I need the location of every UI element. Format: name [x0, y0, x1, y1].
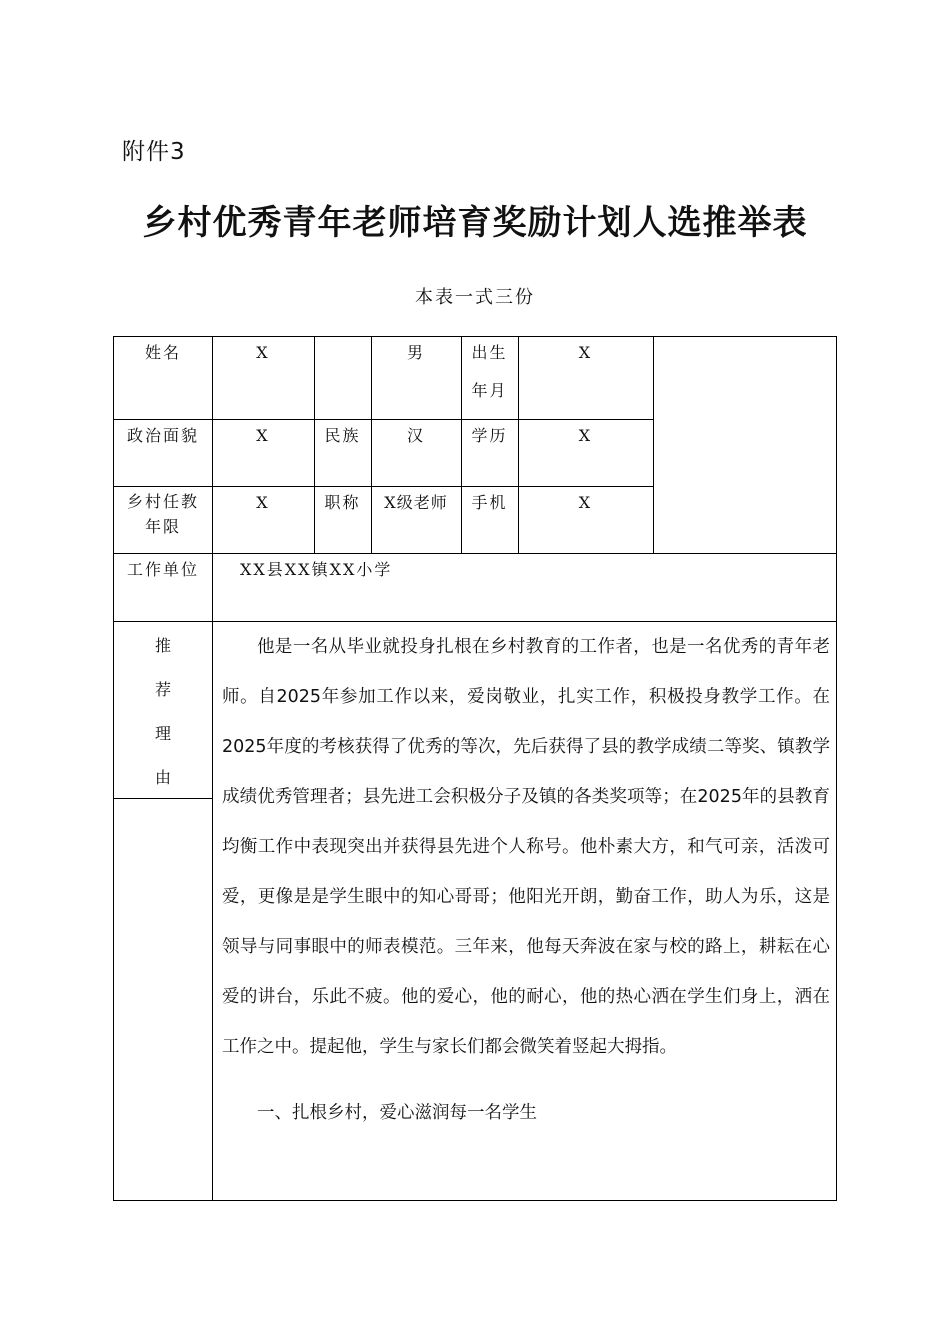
gender-value: 男 [406, 343, 425, 362]
title-label: 职称 [324, 493, 361, 512]
page-title: 乡村优秀青年老师培育奖励计划人选推举表 [142, 203, 808, 243]
name-value: X [256, 343, 270, 362]
name-label: 姓名 [144, 343, 181, 362]
politics-value: X [256, 426, 270, 445]
politics-label: 政治面貌 [126, 426, 199, 445]
birth-label [461, 336, 518, 406]
reason-paragraph: 他是一名从毕业就投身扎根在乡村教育的工作者，也是一名优秀的青年老师。自2025年参加工作以来，爱岗敬业，扎实工作，积极投身教学工作。在2025年度的考核获得了优秀的等次，先后获得了县的教学成绩二等奖、镇教学成绩优秀管理者；县先进工会积极分子及镇的各类奖项等；在2025年的县教育均衡工作中表现突出并获得县先进个人称号。他朴素大方，和气可亲，活泼可爱，更像是是学生眼中的知心哥哥；他阳光开朗，勤奋工作，助人为乐，这是领导与同事眼中的师表模范。三年来，他每天奔波在家与校的路上，耕耘在心爱的讲台，乐此不疲。他的爱心，他的耐心，他的热心洒在学生们身上，洒在工作之中。提起他，学生与家长们都会微笑着竖起大拇指。 [222, 637, 830, 1057]
ethnicity-label: 民族 [324, 426, 361, 445]
birth-label-line2: 年月 [471, 381, 508, 400]
phone-label: 手机 [471, 493, 508, 512]
work-unit-value: XX县XX镇XX小学 [240, 560, 393, 579]
education-label: 学历 [471, 426, 508, 445]
education-value: X [578, 426, 593, 445]
teaching-years-label-line2: 年限 [144, 517, 181, 536]
birth-value: X [578, 343, 593, 362]
phone-value: X [578, 493, 593, 512]
teaching-years-label [113, 486, 213, 539]
reason-label-char: 理 [154, 724, 171, 743]
ethnicity-value: 汉 [406, 426, 425, 445]
reason-label-char: 由 [154, 768, 171, 787]
work-unit-label: 工作单位 [126, 560, 199, 579]
title-value: X级老师 [384, 493, 448, 512]
reason-label-char: 推 [154, 636, 171, 655]
recommendation-reason-text [222, 622, 830, 1138]
reason-label-char: 荐 [154, 680, 171, 699]
reason-heading: 一、扎根乡村，爱心滋润每一名学生 [257, 1103, 537, 1123]
reason-label [113, 624, 213, 800]
page-subtitle: 本表一式三份 [415, 287, 535, 308]
teaching-years-value: X [256, 493, 270, 512]
teaching-years-label-line1: 乡村任教 [126, 492, 199, 511]
attachment-label: 附件3 [122, 139, 186, 165]
birth-label-line1: 出生 [471, 343, 508, 362]
